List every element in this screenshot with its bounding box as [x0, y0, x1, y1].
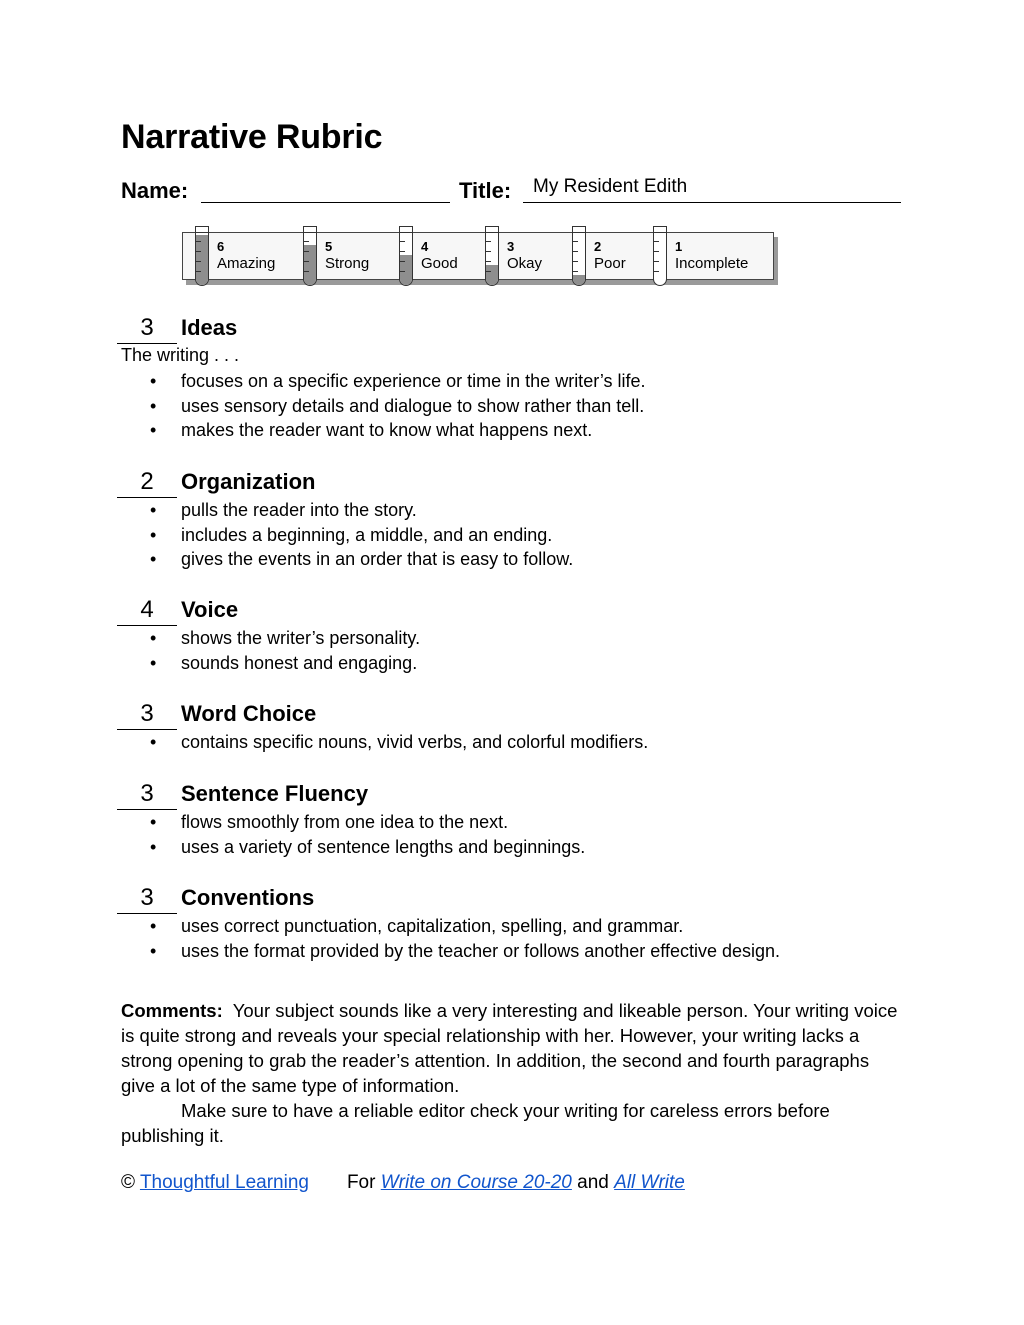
section-heading: Voice: [181, 597, 239, 622]
section-heading: Word Choice: [181, 701, 317, 726]
copyright-symbol: ©: [121, 1172, 135, 1193]
criteria-item: • makes the reader want to know what happens next.: [150, 418, 646, 443]
comments-label: Comments:: [121, 1000, 223, 1021]
criteria-item: • flows smoothly from one idea to the next.: [150, 810, 585, 835]
criteria-item: • uses a variety of sentence lengths and beginnings.: [150, 835, 585, 860]
publisher-link[interactable]: Thoughtful Learning: [139, 1172, 309, 1193]
footer-for-text: For: [346, 1172, 376, 1193]
score-line: [117, 343, 177, 344]
section-intro: The writing . . .: [121, 345, 240, 365]
scale-number: 2: [594, 239, 602, 254]
scale-number: 4: [421, 239, 429, 254]
score-value: 2: [140, 468, 154, 495]
comments-paragraph-1: Your subject sounds like a very interesting and likeable person. Your writing voice is quite strong and reveals your special relationship with her. However, your writing lacks a strong opening to grab the reader’s attention. In addition, the second and fourth paragraphs give a lot of the same type of information.: [121, 1000, 898, 1096]
scale-number: 5: [325, 239, 333, 254]
criteria-item: • includes a beginning, a middle, and an ending.: [150, 523, 573, 548]
scale-tube-icon: [399, 226, 413, 286]
scale-tube-icon: [653, 226, 667, 286]
title-value: My Resident Edith: [533, 176, 688, 197]
scale-label: Amazing: [217, 255, 276, 272]
rating-scale: [182, 232, 774, 280]
criteria-item: • sounds honest and engaging.: [150, 651, 420, 676]
criteria-list: [150, 810, 585, 859]
criteria-list: [150, 914, 780, 963]
score-value: 3: [140, 780, 154, 807]
score-value: 3: [140, 314, 154, 341]
title-label: Title:: [459, 178, 512, 203]
scale-label: Poor: [594, 255, 626, 272]
comments-block: [121, 998, 901, 1148]
criteria-item: • shows the writer’s personality.: [150, 626, 420, 651]
footer-and-text: and: [577, 1172, 609, 1193]
criteria-list: [150, 498, 573, 572]
criteria-item: • uses the format provided by the teacher or follows another effective design.: [150, 939, 780, 964]
scale-number: 1: [675, 239, 683, 254]
footer: [121, 1172, 685, 1194]
scale-tube-icon: [572, 226, 586, 286]
scale-tube-icon: [195, 226, 209, 286]
criteria-list: [150, 626, 420, 675]
score-value: 3: [140, 884, 154, 911]
scale-label: Okay: [507, 255, 543, 272]
criteria-list: [150, 730, 648, 755]
score-value: 3: [140, 700, 154, 727]
criteria-item: • gives the events in an order that is easy to follow.: [150, 547, 573, 572]
page-title: Narrative Rubric: [121, 118, 383, 156]
scale-label: Good: [421, 255, 458, 272]
section-heading: Ideas: [181, 315, 238, 340]
title-field-line: [523, 202, 901, 203]
criteria-item: • uses correct punctuation, capitalization, spelling, and grammar.: [150, 914, 780, 939]
name-field-line: [201, 202, 450, 203]
book-link-all-write[interactable]: All Write: [614, 1172, 685, 1193]
comments-paragraph-2: Make sure to have a reliable editor check your writing for careless errors before publishing it.: [121, 1100, 830, 1146]
section-heading: Sentence Fluency: [181, 781, 369, 806]
scale-tube-icon: [303, 226, 317, 286]
scale-label: Incomplete: [675, 255, 749, 272]
scale-label: Strong: [325, 255, 370, 272]
criteria-item: • contains specific nouns, vivid verbs, and colorful modifiers.: [150, 730, 648, 755]
criteria-item: • pulls the reader into the story.: [150, 498, 573, 523]
section-heading: Conventions: [181, 885, 315, 910]
scale-tube-icon: [485, 226, 499, 286]
criteria-list: [150, 369, 646, 443]
name-label: Name:: [121, 178, 189, 203]
section-heading: Organization: [181, 469, 316, 494]
book-link-write-on-course[interactable]: Write on Course 20-20: [380, 1172, 572, 1193]
criteria-item: • uses sensory details and dialogue to show rather than tell.: [150, 394, 646, 419]
scale-number: 3: [507, 239, 515, 254]
score-value: 4: [140, 596, 154, 623]
scale-number: 6: [217, 239, 225, 254]
criteria-item: • focuses on a specific experience or time in the writer’s life.: [150, 369, 646, 394]
